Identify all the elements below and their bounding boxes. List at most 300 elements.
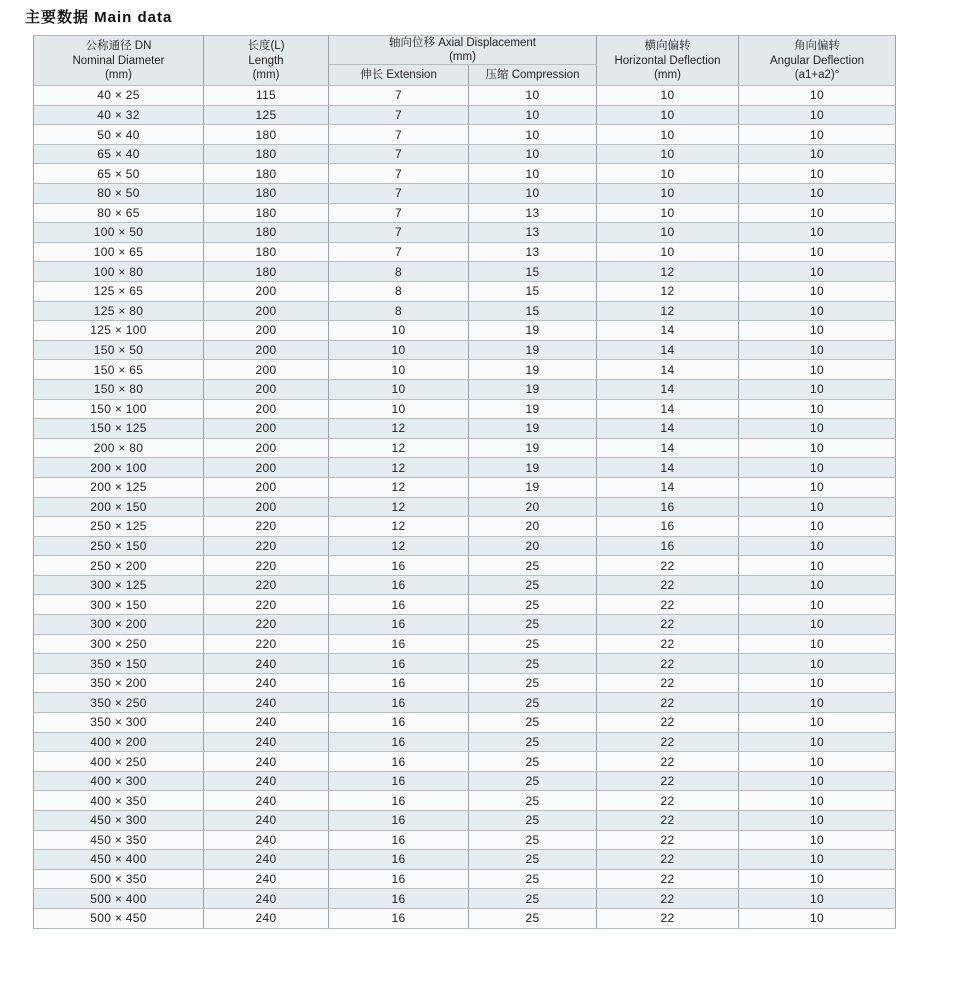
header-angular-unit: (a1+a2)° (794, 68, 840, 81)
table-cell: 7 (329, 105, 469, 125)
table-cell: 240 (204, 850, 329, 870)
table-row (34, 340, 896, 360)
table-cell: 10 (739, 360, 896, 380)
table-cell: 450 × 400 (34, 850, 204, 870)
table-cell: 400 × 250 (34, 752, 204, 772)
table-cell: 14 (597, 477, 739, 497)
table-cell: 19 (469, 458, 597, 478)
table-cell: 150 × 50 (34, 340, 204, 360)
table-row (34, 164, 896, 184)
table-cell: 10 (329, 340, 469, 360)
table-cell: 115 (204, 86, 329, 106)
table-cell: 16 (329, 693, 469, 713)
table-cell: 25 (469, 732, 597, 752)
table-cell: 10 (739, 125, 896, 145)
header-angular-deflection (739, 36, 896, 86)
table-cell: 400 × 350 (34, 791, 204, 811)
table-cell: 10 (739, 615, 896, 635)
table-cell: 240 (204, 771, 329, 791)
table-cell: 20 (469, 497, 597, 517)
table-cell: 250 × 200 (34, 556, 204, 576)
table-cell: 350 × 250 (34, 693, 204, 713)
table-cell: 22 (597, 811, 739, 831)
table-row (34, 850, 896, 870)
table-cell: 10 (739, 203, 896, 223)
table-cell: 350 × 300 (34, 713, 204, 733)
table-cell: 13 (469, 242, 597, 262)
table-cell: 12 (597, 281, 739, 301)
table-cell: 200 (204, 379, 329, 399)
table-cell: 25 (469, 869, 597, 889)
table-cell: 40 × 32 (34, 105, 204, 125)
table-cell: 65 × 40 (34, 144, 204, 164)
table-cell: 220 (204, 615, 329, 635)
table-cell: 200 (204, 301, 329, 321)
table-cell: 16 (329, 830, 469, 850)
table-cell: 200 (204, 399, 329, 419)
table-cell: 10 (597, 105, 739, 125)
table-row (34, 242, 896, 262)
table-cell: 10 (739, 144, 896, 164)
table-cell: 100 × 65 (34, 242, 204, 262)
table-cell: 12 (329, 517, 469, 537)
table-cell: 240 (204, 908, 329, 928)
table-cell: 14 (597, 321, 739, 341)
table-cell: 8 (329, 281, 469, 301)
table-cell: 100 × 80 (34, 262, 204, 282)
table-cell: 10 (469, 164, 597, 184)
table-row (34, 693, 896, 713)
table-cell: 10 (739, 889, 896, 909)
table-row (34, 321, 896, 341)
table-cell: 200 × 80 (34, 438, 204, 458)
table-cell: 10 (597, 125, 739, 145)
table-cell: 220 (204, 536, 329, 556)
table-cell: 10 (739, 458, 896, 478)
table-cell: 300 × 150 (34, 595, 204, 615)
table-cell: 12 (329, 477, 469, 497)
table-cell: 240 (204, 713, 329, 733)
table-cell: 15 (469, 262, 597, 282)
table-cell: 200 (204, 458, 329, 478)
table-cell: 10 (739, 713, 896, 733)
table-cell: 300 × 250 (34, 634, 204, 654)
table-cell: 10 (739, 654, 896, 674)
table-cell: 16 (329, 771, 469, 791)
table-row (34, 125, 896, 145)
table-cell: 22 (597, 634, 739, 654)
table-cell: 10 (739, 223, 896, 243)
table-cell: 22 (597, 556, 739, 576)
table-cell: 19 (469, 340, 597, 360)
table-cell: 180 (204, 125, 329, 145)
table-cell: 16 (329, 575, 469, 595)
table-cell: 500 × 450 (34, 908, 204, 928)
table-cell: 10 (739, 419, 896, 439)
table-cell: 25 (469, 673, 597, 693)
header-length-en: Length (248, 54, 284, 67)
table-cell: 22 (597, 713, 739, 733)
table-cell: 10 (739, 771, 896, 791)
table-cell: 10 (739, 281, 896, 301)
table-cell: 19 (469, 477, 597, 497)
table-cell: 240 (204, 732, 329, 752)
table-cell: 22 (597, 575, 739, 595)
table-cell: 240 (204, 654, 329, 674)
table-cell: 10 (469, 144, 597, 164)
table-cell: 10 (739, 634, 896, 654)
table-cell: 10 (739, 850, 896, 870)
table-cell: 14 (597, 399, 739, 419)
table-row (34, 869, 896, 889)
table-cell: 10 (739, 908, 896, 928)
table-cell: 16 (329, 595, 469, 615)
table-cell: 220 (204, 595, 329, 615)
table-cell: 10 (739, 399, 896, 419)
table-cell: 14 (597, 340, 739, 360)
page-title: 主要数据 Main data (25, 9, 173, 26)
table-cell: 22 (597, 615, 739, 635)
table-cell: 10 (739, 321, 896, 341)
table-cell: 10 (329, 360, 469, 380)
table-cell: 10 (739, 184, 896, 204)
table-cell: 200 × 100 (34, 458, 204, 478)
table-row (34, 497, 896, 517)
table-cell: 25 (469, 791, 597, 811)
table-cell: 25 (469, 830, 597, 850)
table-cell: 180 (204, 223, 329, 243)
table-cell: 150 × 125 (34, 419, 204, 439)
table-row (34, 536, 896, 556)
table-cell: 240 (204, 830, 329, 850)
header-nominal-unit: (mm) (105, 68, 132, 81)
table-cell: 7 (329, 164, 469, 184)
table-cell: 400 × 200 (34, 732, 204, 752)
table-cell: 16 (329, 732, 469, 752)
table-cell: 10 (739, 556, 896, 576)
table-row (34, 399, 896, 419)
table-cell: 200 × 150 (34, 497, 204, 517)
table-row (34, 556, 896, 576)
table-cell: 220 (204, 634, 329, 654)
table-cell: 250 × 150 (34, 536, 204, 556)
table-cell: 10 (739, 517, 896, 537)
table-cell: 7 (329, 203, 469, 223)
header-nominal-diameter (34, 36, 204, 86)
table-cell: 10 (739, 301, 896, 321)
table-cell: 8 (329, 262, 469, 282)
table-row (34, 184, 896, 204)
header-axial-unit: (mm) (449, 51, 476, 64)
table-cell: 10 (597, 242, 739, 262)
table-cell: 15 (469, 301, 597, 321)
table-cell: 200 (204, 419, 329, 439)
table-cell: 10 (739, 595, 896, 615)
table-cell: 14 (597, 379, 739, 399)
table-row (34, 673, 896, 693)
table-cell: 80 × 50 (34, 184, 204, 204)
table-cell: 10 (739, 732, 896, 752)
table-cell: 7 (329, 223, 469, 243)
table-cell: 220 (204, 556, 329, 576)
table-cell: 10 (739, 752, 896, 772)
table-row (34, 438, 896, 458)
table-cell: 10 (739, 791, 896, 811)
table-cell: 10 (739, 164, 896, 184)
table-cell: 16 (329, 889, 469, 909)
table-cell: 250 × 125 (34, 517, 204, 537)
table-cell: 19 (469, 379, 597, 399)
table-cell: 20 (469, 517, 597, 537)
table-cell: 20 (469, 536, 597, 556)
table-cell: 10 (739, 477, 896, 497)
table-row (34, 105, 896, 125)
table-row (34, 732, 896, 752)
table-row (34, 713, 896, 733)
table-row (34, 262, 896, 282)
table-cell: 65 × 50 (34, 164, 204, 184)
table-cell: 10 (597, 144, 739, 164)
table-cell: 180 (204, 262, 329, 282)
table-cell: 200 (204, 340, 329, 360)
table-cell: 240 (204, 791, 329, 811)
table-cell: 10 (597, 164, 739, 184)
table-cell: 10 (739, 869, 896, 889)
table-cell: 16 (329, 752, 469, 772)
table-cell: 12 (597, 262, 739, 282)
table-cell: 180 (204, 184, 329, 204)
table-cell: 125 (204, 105, 329, 125)
header-compression: 压缩 Compression (469, 65, 597, 86)
table-cell: 200 × 125 (34, 477, 204, 497)
header-length-unit: (mm) (252, 68, 280, 81)
table-cell: 16 (597, 497, 739, 517)
table-cell: 10 (739, 262, 896, 282)
table-cell: 100 × 50 (34, 223, 204, 243)
main-data-table (33, 35, 896, 929)
table-cell: 19 (469, 360, 597, 380)
table-cell: 19 (469, 419, 597, 439)
table-row (34, 575, 896, 595)
table-cell: 7 (329, 125, 469, 145)
table-cell: 10 (597, 203, 739, 223)
table-cell: 150 × 100 (34, 399, 204, 419)
header-extension: 伸长 Extension (329, 65, 469, 86)
table-cell: 200 (204, 497, 329, 517)
table-row (34, 908, 896, 928)
table-cell: 14 (597, 458, 739, 478)
table-cell: 240 (204, 889, 329, 909)
table-row (34, 634, 896, 654)
table-cell: 500 × 400 (34, 889, 204, 909)
table-row (34, 301, 896, 321)
header-horizontal-zh: 横向偏转 (644, 40, 691, 53)
table-cell: 10 (739, 811, 896, 831)
table-cell: 300 × 125 (34, 575, 204, 595)
table-cell: 10 (597, 184, 739, 204)
table-cell: 180 (204, 242, 329, 262)
table-cell: 16 (597, 536, 739, 556)
table-cell: 25 (469, 713, 597, 733)
table-cell: 300 × 200 (34, 615, 204, 635)
table-cell: 10 (739, 536, 896, 556)
table-cell: 125 × 65 (34, 281, 204, 301)
header-length (204, 36, 329, 86)
table-row (34, 203, 896, 223)
table-cell: 350 × 150 (34, 654, 204, 674)
table-cell: 10 (329, 321, 469, 341)
table-cell: 16 (329, 634, 469, 654)
table-row (34, 419, 896, 439)
table-cell: 25 (469, 811, 597, 831)
table-cell: 500 × 350 (34, 869, 204, 889)
table-cell: 16 (329, 850, 469, 870)
header-horizontal-deflection (597, 36, 739, 86)
table-row (34, 458, 896, 478)
table-cell: 40 × 25 (34, 86, 204, 106)
header-angular-zh: 角向偏转 (794, 40, 841, 53)
table-cell: 14 (597, 438, 739, 458)
table-row (34, 144, 896, 164)
header-nominal-zh: 公称通径 DN (85, 40, 152, 53)
table-cell: 16 (329, 556, 469, 576)
table-cell: 12 (329, 438, 469, 458)
table-cell: 22 (597, 908, 739, 928)
table-row (34, 595, 896, 615)
table-cell: 22 (597, 869, 739, 889)
header-axial-displacement (329, 36, 597, 65)
header-angular-en: Angular Deflection (770, 54, 864, 67)
table-cell: 150 × 80 (34, 379, 204, 399)
table-cell: 10 (469, 184, 597, 204)
table-cell: 10 (739, 86, 896, 106)
table-cell: 22 (597, 752, 739, 772)
table-cell: 10 (597, 86, 739, 106)
table-cell: 10 (739, 575, 896, 595)
table-cell: 12 (329, 458, 469, 478)
table-row (34, 889, 896, 909)
table-row (34, 86, 896, 106)
table-cell: 14 (597, 360, 739, 380)
table-cell: 200 (204, 477, 329, 497)
table-row (34, 811, 896, 831)
table-cell: 22 (597, 830, 739, 850)
table-cell: 16 (329, 654, 469, 674)
table-cell: 450 × 300 (34, 811, 204, 831)
table-cell: 10 (739, 340, 896, 360)
table-cell: 200 (204, 281, 329, 301)
table-cell: 15 (469, 281, 597, 301)
table-cell: 16 (329, 713, 469, 733)
table-cell: 12 (329, 536, 469, 556)
table-row (34, 830, 896, 850)
header-axial-title: 轴向位移 Axial Displacement (389, 37, 536, 49)
table-cell: 22 (597, 850, 739, 870)
table-cell: 50 × 40 (34, 125, 204, 145)
table-cell: 16 (329, 791, 469, 811)
table-cell: 10 (739, 673, 896, 693)
table-cell: 180 (204, 164, 329, 184)
table-cell: 10 (739, 105, 896, 125)
table-cell: 7 (329, 144, 469, 164)
table-cell: 25 (469, 575, 597, 595)
table-row (34, 281, 896, 301)
header-horizontal-unit: (mm) (654, 68, 681, 81)
table-cell: 200 (204, 438, 329, 458)
table-cell: 200 (204, 360, 329, 380)
table-cell: 14 (597, 419, 739, 439)
table-row (34, 771, 896, 791)
table-cell: 180 (204, 144, 329, 164)
table-cell: 400 × 300 (34, 771, 204, 791)
table-cell: 150 × 65 (34, 360, 204, 380)
table-cell: 220 (204, 517, 329, 537)
table-cell: 450 × 350 (34, 830, 204, 850)
header-row-main (34, 36, 896, 65)
table-cell: 16 (329, 811, 469, 831)
table-body (34, 86, 896, 929)
table-cell: 25 (469, 693, 597, 713)
table-cell: 22 (597, 771, 739, 791)
table-cell: 25 (469, 556, 597, 576)
table-cell: 25 (469, 615, 597, 635)
table-cell: 10 (739, 497, 896, 517)
table-cell: 10 (469, 105, 597, 125)
table-cell: 10 (329, 379, 469, 399)
table-cell: 10 (739, 242, 896, 262)
table-cell: 13 (469, 223, 597, 243)
table-row (34, 360, 896, 380)
table-cell: 8 (329, 301, 469, 321)
table-cell: 240 (204, 673, 329, 693)
table-cell: 19 (469, 399, 597, 419)
table-cell: 22 (597, 595, 739, 615)
table-row (34, 517, 896, 537)
table-cell: 16 (329, 908, 469, 928)
header-length-zh: 长度(L) (247, 40, 285, 53)
table-cell: 240 (204, 869, 329, 889)
table-cell: 22 (597, 693, 739, 713)
table-cell: 16 (329, 673, 469, 693)
table-cell: 13 (469, 203, 597, 223)
table-cell: 25 (469, 850, 597, 870)
table-cell: 22 (597, 673, 739, 693)
table-row (34, 379, 896, 399)
table-cell: 12 (329, 497, 469, 517)
table-cell: 12 (329, 419, 469, 439)
table-cell: 200 (204, 321, 329, 341)
table-cell: 125 × 100 (34, 321, 204, 341)
table-cell: 7 (329, 242, 469, 262)
table-cell: 22 (597, 889, 739, 909)
table-cell: 10 (469, 125, 597, 145)
table-cell: 25 (469, 908, 597, 928)
table-cell: 10 (739, 693, 896, 713)
table-cell: 240 (204, 693, 329, 713)
table-row (34, 791, 896, 811)
table-cell: 22 (597, 791, 739, 811)
table-cell: 19 (469, 321, 597, 341)
table-cell: 80 × 65 (34, 203, 204, 223)
table-cell: 16 (329, 869, 469, 889)
table-cell: 25 (469, 889, 597, 909)
table-cell: 10 (739, 438, 896, 458)
table-cell: 12 (597, 301, 739, 321)
table-cell: 125 × 80 (34, 301, 204, 321)
table-cell: 19 (469, 438, 597, 458)
table-cell: 220 (204, 575, 329, 595)
table-cell: 25 (469, 634, 597, 654)
